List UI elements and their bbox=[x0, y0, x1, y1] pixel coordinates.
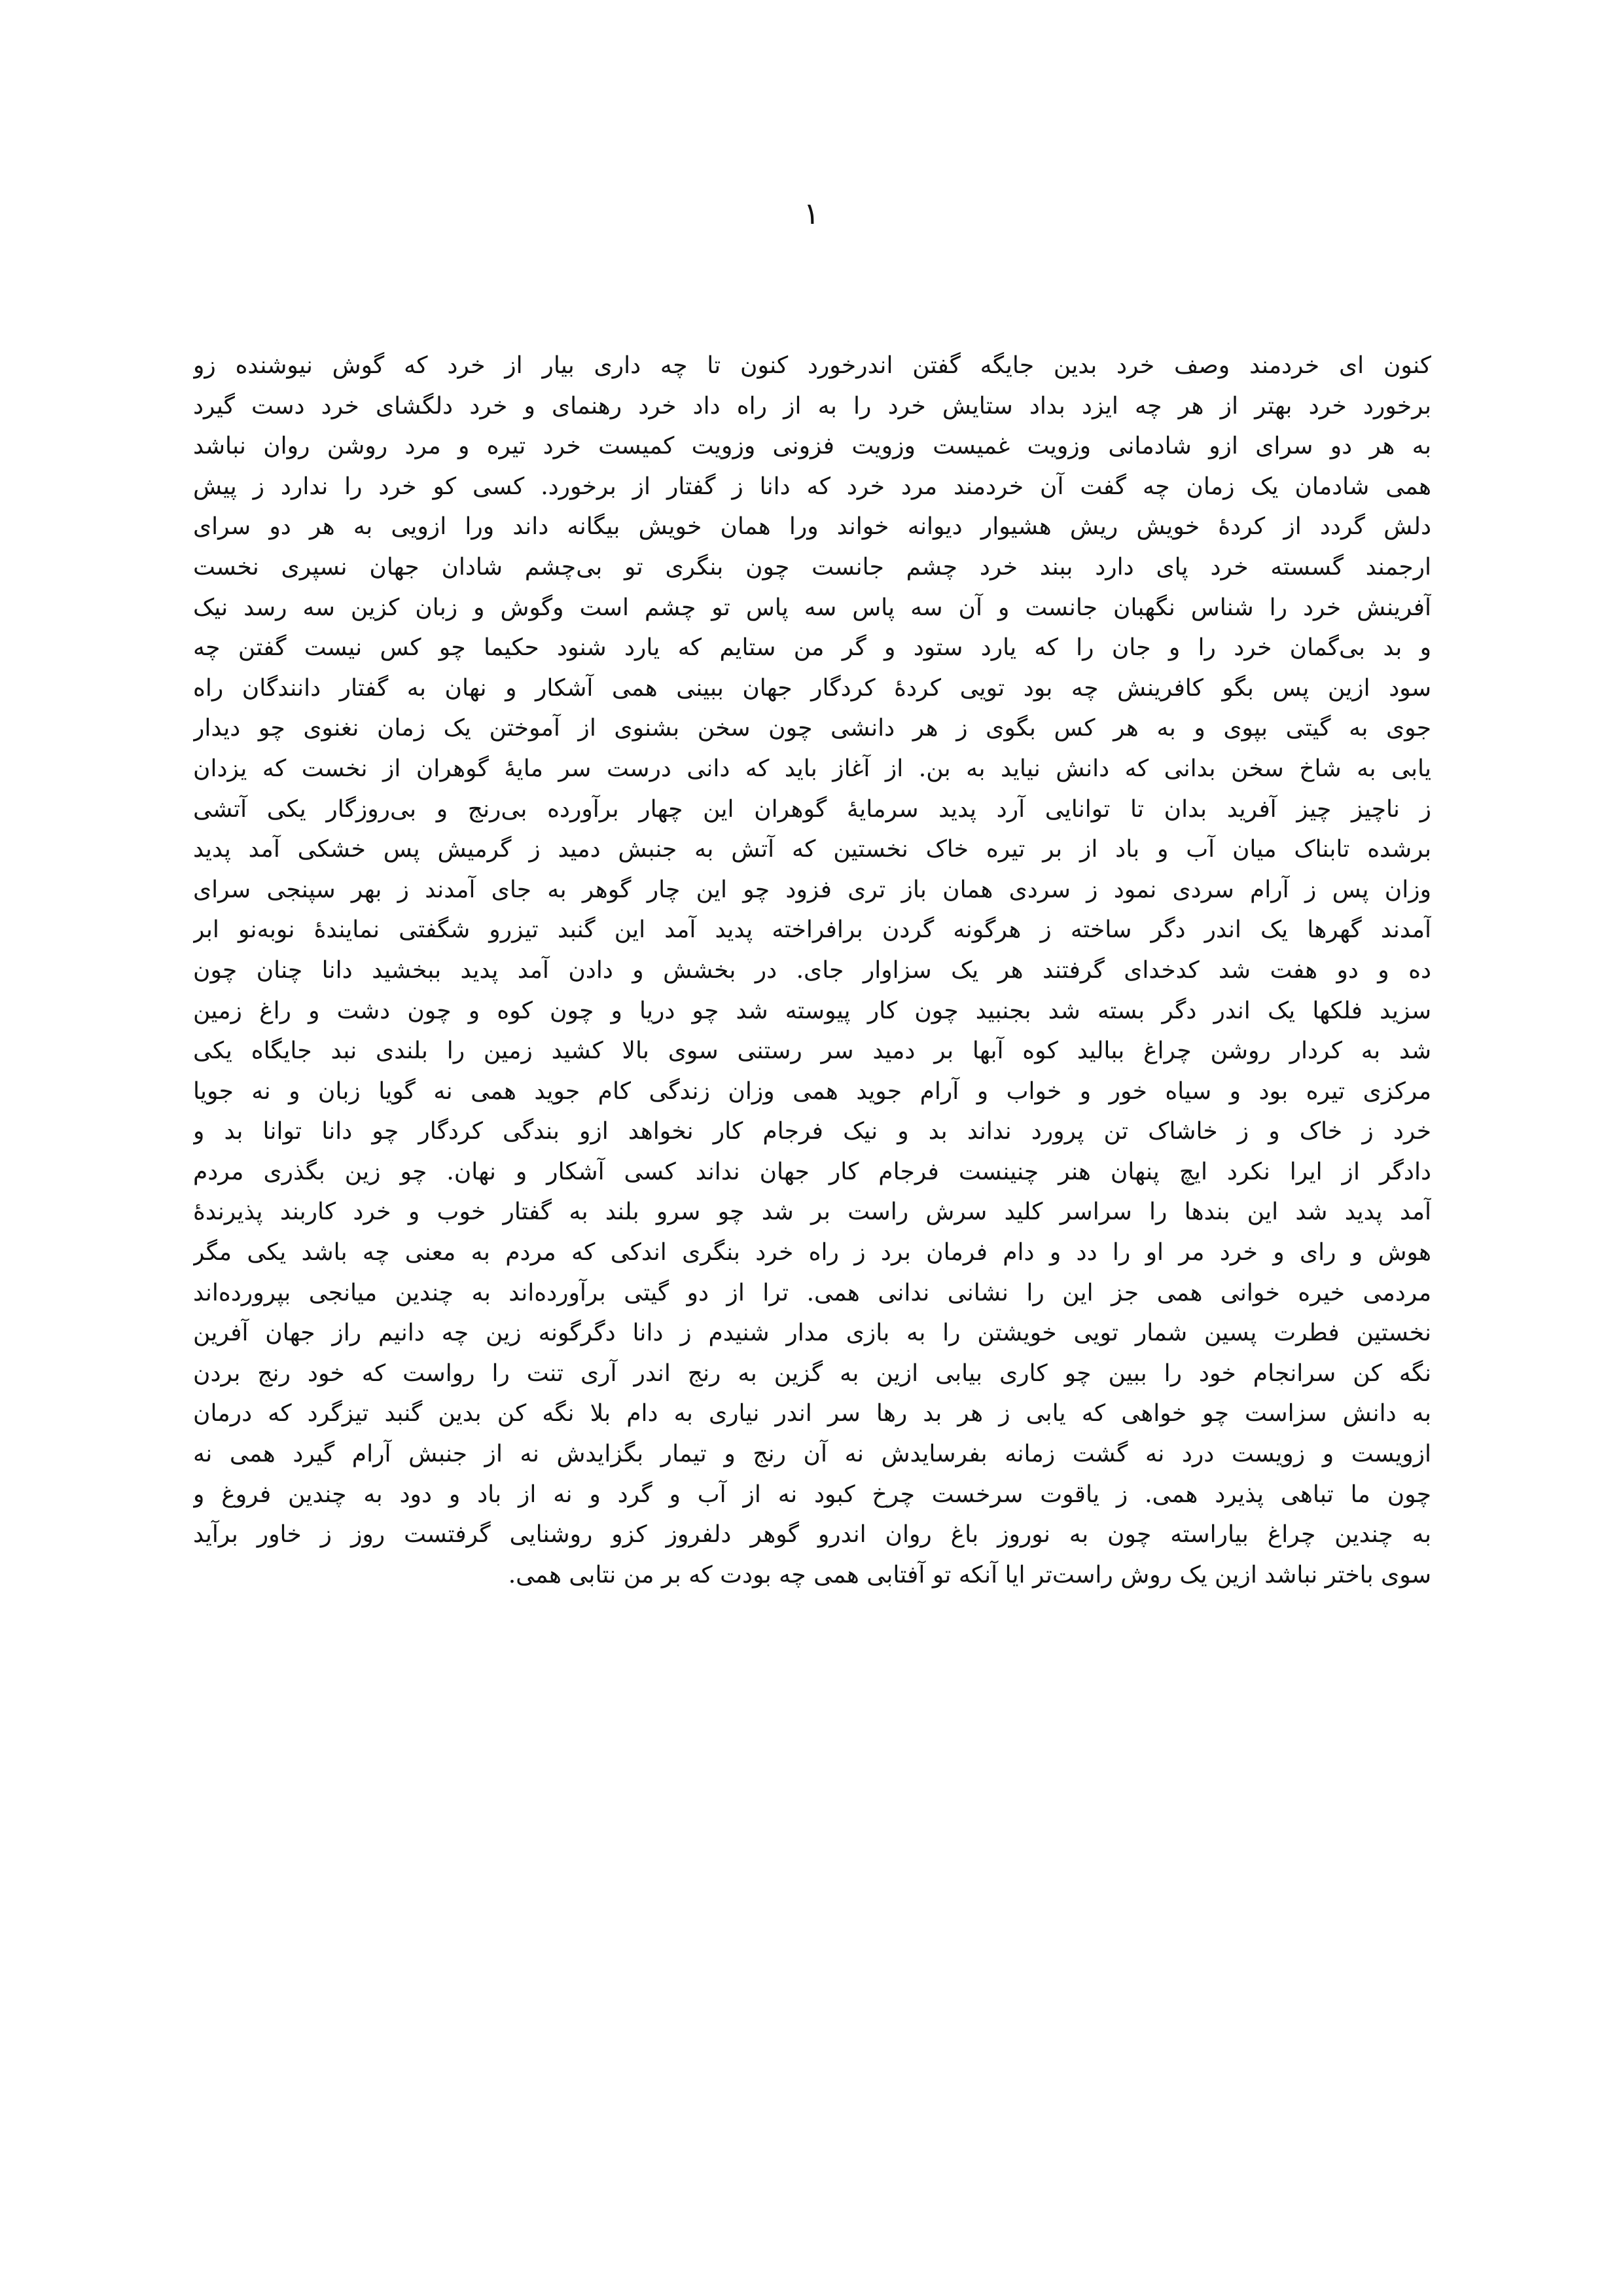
text-line: همی شادمان یک زمان چه گفت آن خردمند مرد خرد که دانا ز گفتار از برخورد. کسی کو خرد را ندارد ز پیش bbox=[193, 473, 1431, 500]
text-line: و بد بی‌گمان خرد را و جان را که یارد ستود و گر من ستایم که یارد شنود حکیما چو کس نیست گفتن چه bbox=[193, 634, 1431, 662]
text-line: چون ما تباهی پذیرد همی. ز یاقوت سرخست چرخ کبود نه از آب و گرد و نه از باد و دود به چندین فروغ و bbox=[193, 1480, 1431, 1508]
page-number: ۱ bbox=[803, 196, 820, 231]
text-line: به هر دو سرای ازو شادمانی وزویت غمیست وزویت فزونی وزویت کمیست خرد تیره و مرد روشن روان نباشد bbox=[193, 433, 1431, 460]
text-line: مردمی خیره خوانی همی جز این را نشانی ندانی همی. ترا از دو گیتی برآورده‌اند به چندین میانجی بپرورده‌اند bbox=[193, 1279, 1431, 1306]
text-line: آمد پدید شد این بندها را سراسر کلید سرش راست بر شد چو سرو بلند به گفتار خوب و خرد کاربند پذیرندهٔ bbox=[193, 1198, 1431, 1226]
body-text bbox=[193, 346, 1431, 1595]
text-line: جوی به گیتی بپوی و به هر کس بگوی ز هر دانشی چون سخن بشنوی از آموختن یک زمان نغنوی چو دیدار bbox=[193, 715, 1431, 742]
text-line: مرکزی تیره بود و سیاه خور و خواب و آرام جوید همی وزان زندگی کام جوید همی نه گویا زبان و نه جویا bbox=[193, 1077, 1431, 1105]
text-line: ازویست و زویست درد نه گشت زمانه بفرسایدش نه آن رنج و تیمار بگزایدش نه از جنبش آرام گیرد همی نه bbox=[193, 1441, 1431, 1468]
text-line: خرد ز خاک و ز خاشاک تن پرورد نداند بد و نیک فرجام کار نخواهد ازو بندگی کردگار چو دانا توانا بد و bbox=[193, 1118, 1431, 1145]
text-line: هوش و رای و خرد مر او را دد و دام فرمان برد ز راه خرد بنگری اندکی که مردم به معنی چه باشد یکی مگر bbox=[193, 1239, 1431, 1266]
text-line: کنون ای خردمند وصف خرد بدین جایگه گفتن اندرخورد کنون تا چه داری بیار از خرد که گوش نیوشنده زو bbox=[193, 352, 1431, 379]
text-line: برشده تابناک میان آب و باد از بر تیره خاک نخستین که آتش به جنبش دمید ز گرمیش پس خشکی آمد پدید bbox=[193, 836, 1431, 863]
text-line: آمدند گهرها یک اندر دگر ساخته ز هرگونه گردن برافراخته پدید آمد این گنبد تیزرو شگفتی نمایندهٔ نوبه‌نو ابر bbox=[193, 916, 1431, 944]
text-line: به چندین چراغ بیاراسته چون به نوروز باغ روان اندرو گوهر دلفروز کزو روشنایی گرفتست روز ز خاور برآید bbox=[193, 1521, 1431, 1549]
text-line: برخورد خرد بهتر از هر چه ایزد بداد ستایش خرد را به از راه داد خرد رهنمای و خرد دلگشای خرد دست گیرد bbox=[193, 392, 1431, 420]
text-line: شد به کردار روشن چراغ ببالید کوه آبها بر دمید سر رستنی سوی بالا کشید زمین را بلندی نبد جایگاه یکی bbox=[193, 1037, 1431, 1065]
text-line: سوی باختر نباشد ازین یک روش راست‌تر ایا آنکه تو آفتابی همی چه بودت که بر من نتابی همی. bbox=[508, 1561, 1431, 1588]
text-line: آفرینش خرد را شناس نگهبان جانست و آن سه پاس سه پاس تو چشم است وگوش و زبان کزین سه رسد نیک bbox=[193, 594, 1431, 621]
text-line: ز ناچیز چیز آفرید بدان تا توانایی آرد پدید سرمایهٔ گوهران این چهار برآورده بی‌رنج و بی‌روزگار یکی آتشی bbox=[193, 795, 1431, 823]
text-line: نخستین فطرت پسین شمار تویی خویشتن را به بازی مدار شنیدم ز دانا دگرگونه زین چه دانیم راز جهان آفرین bbox=[193, 1319, 1431, 1347]
text-line: یابی به شاخ سخن بدانی که دانش نیاید به بن. از آغاز باید که دانی درست سر مایهٔ گوهران از نخست که یزدان bbox=[193, 755, 1431, 782]
text-line: دلش گردد از کردهٔ خویش ریش هشیوار دیوانه خواند ورا همان خویش بیگانه داند ورا ازویی به هر دو سرای bbox=[193, 513, 1431, 541]
text-line: به دانش سزاست چو خواهی که یابی ز هر بد رها سر اندر نیاری به دام بلا نگه کن بدین گنبد تیزگرد که درمان bbox=[193, 1400, 1431, 1427]
text-line: ارجمند گسسته خرد پای دارد ببند خرد چشم جانست چون بنگری تو بی‌چشم شادان جهان نسپری نخست bbox=[193, 553, 1431, 581]
text-line: سزید فلکها یک اندر دگر بسته شد بجنبید چون کار پیوسته شد چو دریا و چون کوه و چون دشت و راغ زمین bbox=[193, 997, 1431, 1024]
text-line: دادگر از ایرا نکرد ایچ پنهان هنر چنینست فرجام کار جهان نداند کسی آشکار و نهان. چو زین بگذری مردم bbox=[193, 1158, 1431, 1185]
text-line: سود ازین پس بگو کافرینش چه بود تویی کردهٔ کردگار جهان ببینی همی آشکار و نهان به گفتار دانندگان راه bbox=[193, 674, 1431, 702]
text-line: نگه کن سرانجام خود را ببین چو کاری بیابی ازین به گزین به رنج اندر آری تنت را رواست که خود رنج بردن bbox=[193, 1359, 1431, 1387]
text-line: وزان پس ز آرام سردی نمود ز سردی همان باز تری فزود چو این چار گوهر به جای آمدند ز بهر سپنجی سرای bbox=[193, 876, 1431, 903]
text-line: ده و دو هفت شد کدخدای گرفتند هر یک سزاوار جای. در بخشش و دادن آمد پدید ببخشید دانا چنان چون bbox=[193, 956, 1431, 984]
